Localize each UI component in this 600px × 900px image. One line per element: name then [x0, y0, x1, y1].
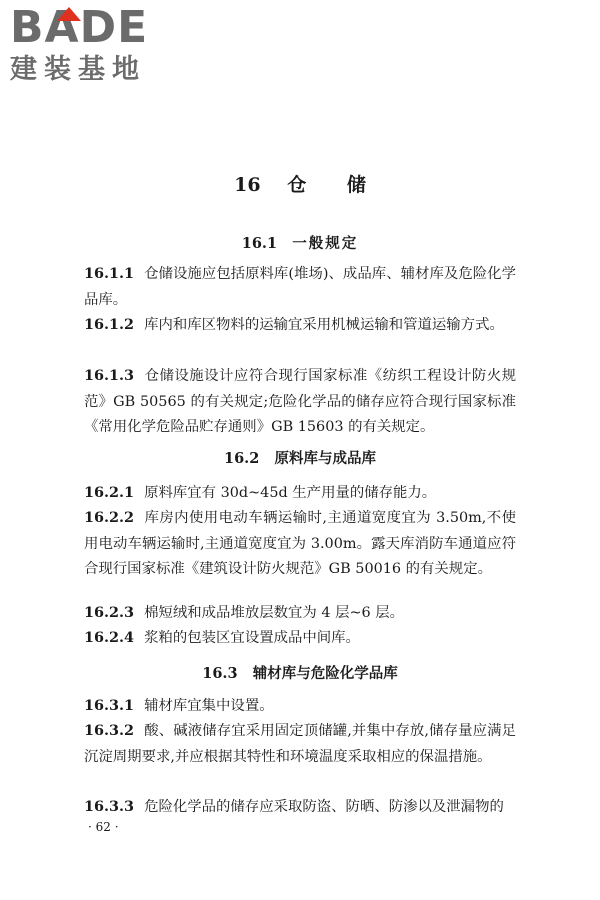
chapter-title-char-1: 仓: [287, 174, 307, 196]
clause-16-2-2: 16.2.2 库房内使用电动车辆运输时,主通道宽度宜为 3.50m,不使用电动车辆运输时,主通道宽度宜为 3.00m。露天库消防车通道应符合现行国家标准《建筑设计防火规范》GB 50016 的有关规定。: [84, 509, 516, 577]
clause-16-2-3: 16.2.3 棉短绒和成品堆放层数宜为 4 层~6 层。: [84, 604, 405, 621]
logo-triangle-icon: [57, 7, 81, 21]
chapter-title: [0, 170, 600, 197]
clause-16-1-3: 16.1.3 仓储设施设计应符合现行国家标准《纺织工程设计防火规范》GB 50565 的有关规定;危险化学品的储存应符合现行国家标准《常用化学危险品贮存通则》GB 15603 的有关规定。: [84, 367, 516, 435]
clause-16-2-4: 16.2.4 浆粕的包装区宜设置成品中间库。: [84, 629, 360, 646]
chapter-number: 16: [234, 174, 261, 196]
section-heading: 16.1 一般规定: [241, 235, 359, 252]
bade-logo: [10, 4, 180, 86]
logo-brand: BADE: [10, 2, 149, 53]
chapter-title-char-2: 储: [346, 174, 366, 196]
page-number: · 62 ·: [88, 820, 119, 834]
clause-16-3-1: 16.3.1 辅材库宜集中设置。: [84, 697, 274, 714]
clause-16-3-3: 16.3.3 危险化学品的储存应采取防盗、防晒、防渗以及泄漏物的: [84, 798, 504, 815]
section-heading: 16.2 原料库与成品库: [224, 450, 376, 467]
logo-tagline: 建装基地: [10, 54, 146, 85]
clause-16-2-1: 16.2.1 原料库宜有 30d~45d 生产用量的储存能力。: [84, 484, 437, 501]
clause-16-1-2: 16.1.2 库内和库区物料的运输宜采用机械运输和管道运输方式。: [84, 316, 504, 333]
clause-16-1-1: 16.1.1 仓储设施应包括原料库(堆场)、成品库、辅材库及危险化学品库。: [84, 265, 516, 308]
section-heading: 16.3 辅材库与危险化学品库: [202, 665, 398, 682]
clause-16-3-2: 16.3.2 酸、碱液储存宜采用固定顶储罐,并集中存放,储存量应满足沉淀周期要求,并应根据其特性和环境温度采取相应的保温措施。: [84, 722, 516, 765]
